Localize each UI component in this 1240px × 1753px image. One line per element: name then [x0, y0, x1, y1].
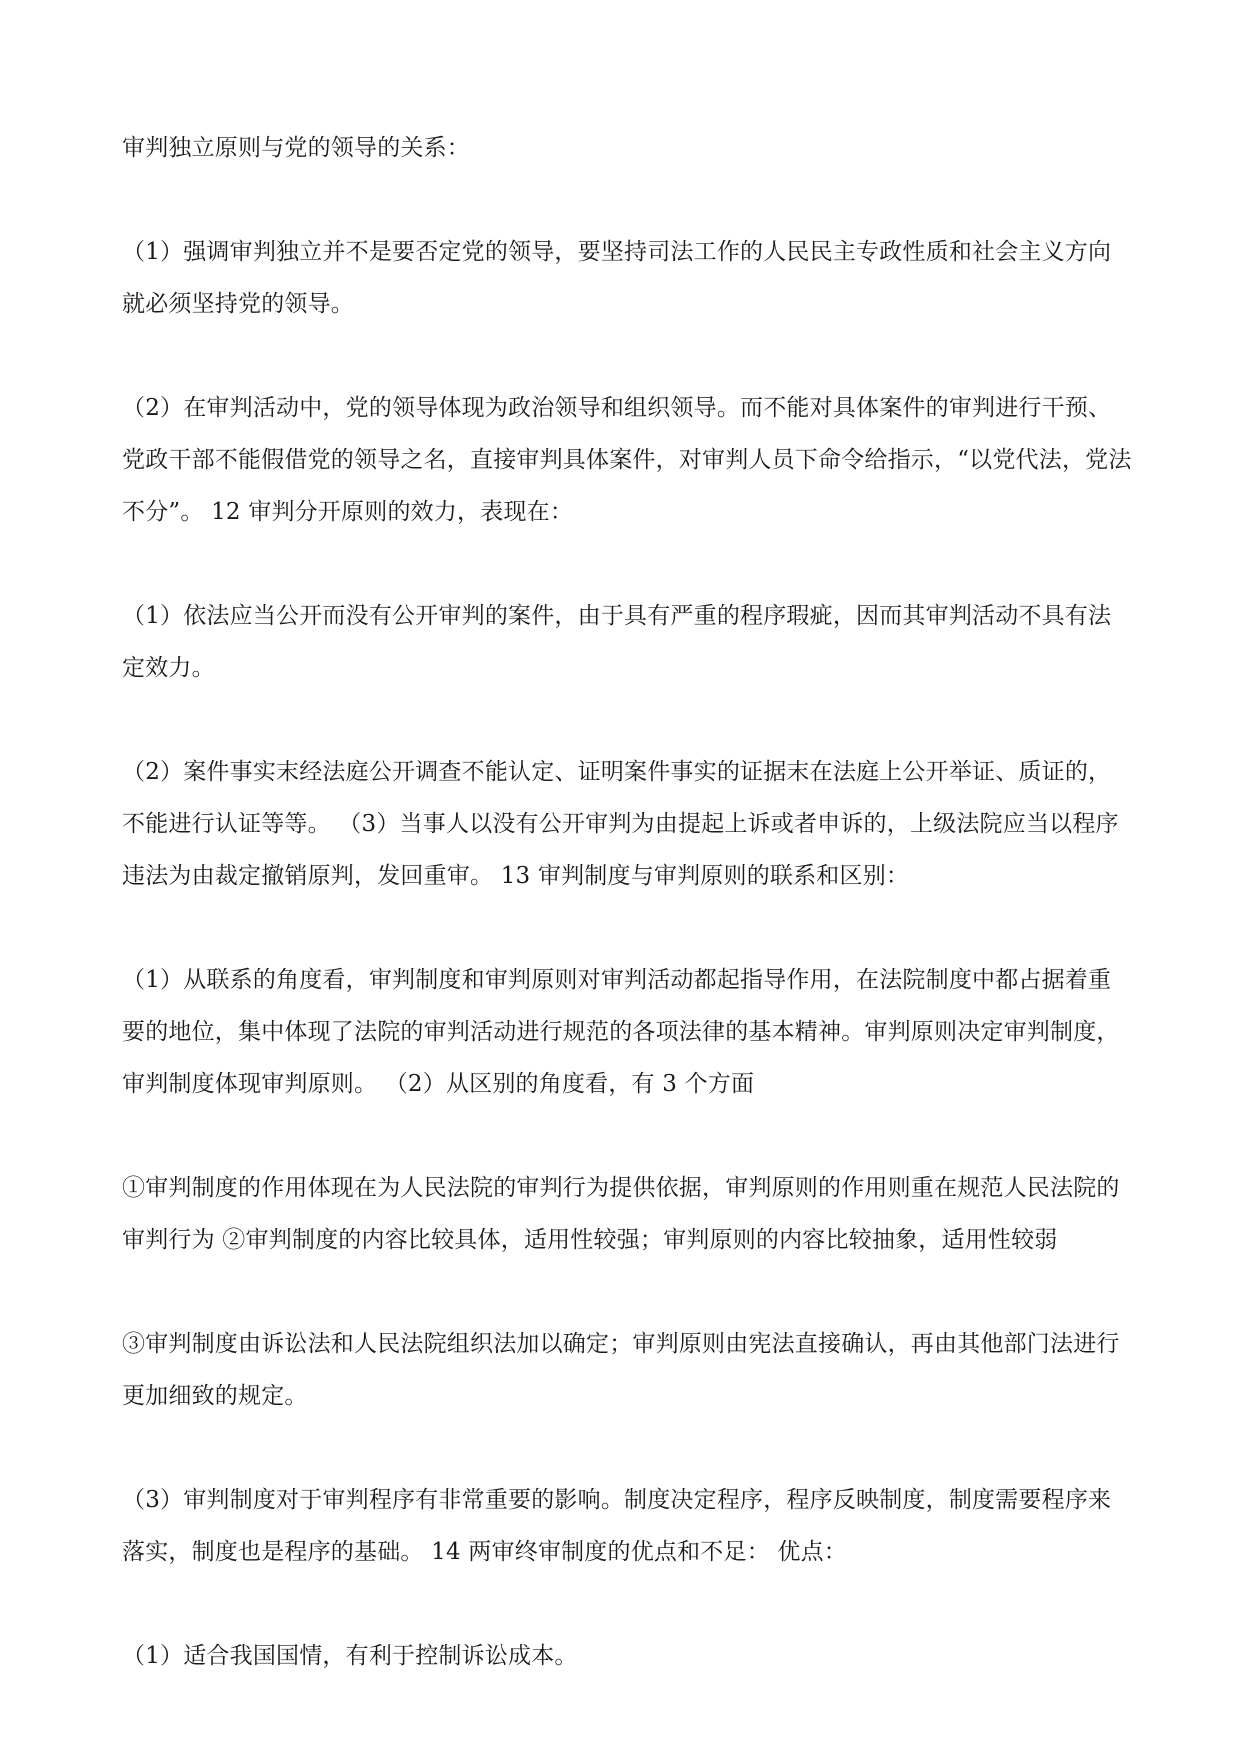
paragraph: ①审判制度的作用体现在为人民法院的审判行为提供依据，审判原则的作用则重在规范人民法院的审判行为 ②审判制度的内容比较具体，适用性较强；审判原则的内容比较抽象，适用性较弱: [122, 1175, 1120, 1253]
heading-paragraph: 审判独立原则与党的领导的关系：: [122, 135, 470, 161]
paragraph: （1）依法应当公开而没有公开审判的案件，由于具有严重的程序瑕疵，因而其审判活动不具有法定效力。: [122, 603, 1112, 681]
document-body: [122, 122, 1132, 1682]
paragraph: （1）适合我国国情，有利于控制诉讼成本。: [122, 1643, 578, 1669]
paragraph: （2）在审判活动中，党的领导体现为政治领导和组织领导。而不能对具体案件的审判进行干预、党政干部不能假借党的领导之名，直接审判具体案件，对审判人员下命令给指示，“以党代法，党法不分”。 12 审判分开原则的效力，表现在：: [122, 395, 1132, 525]
paragraph: （1）从联系的角度看，审判制度和审判原则对审判活动都起指导作用，在法院制度中都占据着重要的地位，集中体现了法院的审判活动进行规范的各项法律的基本精神。审判原则决定审判制度，审判制度体现审判原则。 （2）从区别的角度看，有 3 个方面: [122, 967, 1120, 1097]
paragraph: （2）案件事实末经法庭公开调查不能认定、证明案件事实的证据末在法庭上公开举证、质证的，不能进行认证等等。 （3）当事人以没有公开审判为由提起上诉或者申诉的，上级法院应当以程序违法为由裁定撤销原判，发回重审。 13 审判制度与审判原则的联系和区别：: [122, 759, 1119, 889]
paragraph: （1）强调审判独立并不是要否定党的领导，要坚持司法工作的人民民主专政性质和社会主义方向就必须坚持党的领导。: [122, 239, 1112, 317]
paragraph: （3）审判制度对于审判程序有非常重要的影响。制度决定程序，程序反映制度，制度需要程序来落实，制度也是程序的基础。 14 两审终审制度的优点和不足： 优点：: [122, 1487, 1112, 1565]
paragraph: ③审判制度由诉讼法和人民法院组织法加以确定；审判原则由宪法直接确认，再由其他部门法进行更加细致的规定。: [122, 1331, 1120, 1409]
